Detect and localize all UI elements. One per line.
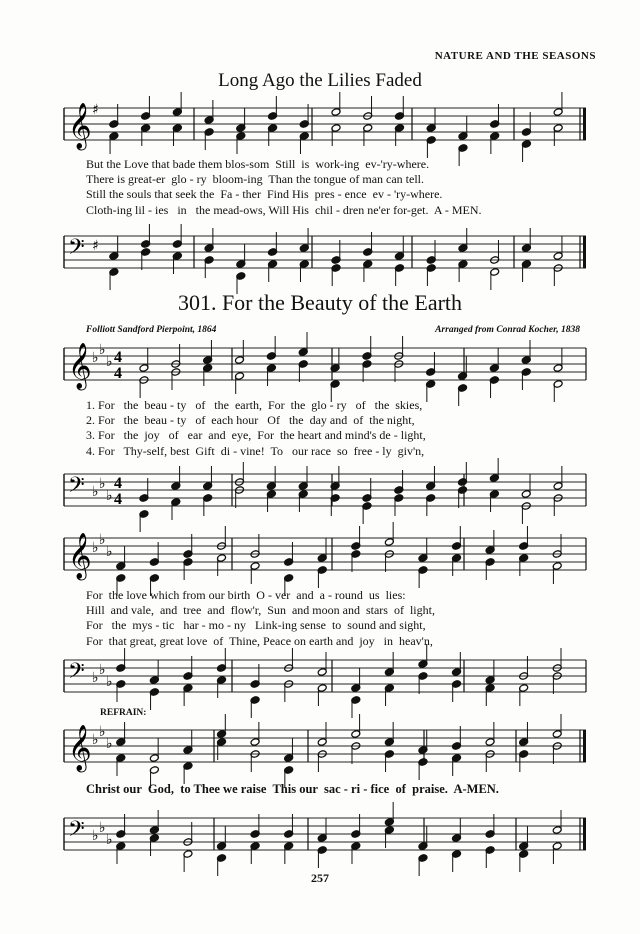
lyric-line: 2. For the beau - ty of each hour Of the day and of the night, <box>86 413 415 428</box>
bass-staff-system1 <box>64 466 586 522</box>
sharp-icon: ♯ <box>92 102 99 118</box>
treble-clef-icon: 𝄞 <box>68 725 92 771</box>
lyric-line: Cloth-ing lil - ies in the mead-ows, Will His chil - dren ne'er for-get. A - MEN. <box>86 202 482 217</box>
hymn-title-beauty: 301. For the Beauty of the Earth <box>177 290 463 315</box>
lyric-line: 1. For the beau - ty of the earth, For the glo - ry of the skies, <box>86 398 423 412</box>
lyric-line: Christ our God, to Thee we raise This our sac - ri - fice of praise. A-MEN. <box>86 782 499 796</box>
lyric-line: For the love which from our birth O - ver and a - round us lies: <box>86 588 406 602</box>
treble-staff-system2 <box>64 530 586 586</box>
time-signature-bottom: 4 <box>114 365 122 382</box>
time-signature-top: 4 <box>114 475 122 492</box>
arranger-credit: Arranged from Conrad Kocher, 1838 <box>435 325 580 335</box>
flat-icon: ♭ <box>92 828 99 844</box>
treble-staff-hymn1 <box>64 100 586 156</box>
flat-icon: ♭ <box>106 736 113 752</box>
flat-icon: ♭ <box>106 488 113 504</box>
bass-staff-refrain <box>64 810 586 866</box>
lyric-line: For that great, great love of Thine, Peace on earth and joy in heav'n, <box>86 633 433 648</box>
lyric-line: There is great-er glo - ry bloom-ing Than the tongue of man can tell. <box>86 172 425 187</box>
lyrics-block-refrain <box>86 782 580 797</box>
bass-staff-hymn1 <box>64 228 586 284</box>
flat-icon: ♭ <box>92 732 99 748</box>
lyrics-block-hymn1 <box>86 157 580 218</box>
treble-clef-icon: 𝄞 <box>68 533 92 579</box>
lyrics-block-system2 <box>86 588 580 649</box>
author-credit: Folliott Sandford Pierpoint, 1864 <box>86 325 217 335</box>
section-header: NATURE AND THE SEASONS <box>434 50 596 62</box>
lyric-line: Hill and vale, and tree and flow'r, Sun and moon and stars of light, <box>86 603 435 618</box>
bass-clef-icon: 𝄢 <box>68 659 85 689</box>
flat-icon: ♭ <box>99 820 106 836</box>
treble-staff-refrain <box>64 722 586 778</box>
treble-clef-icon: 𝄞 <box>68 343 92 389</box>
bass-staff-system2 <box>64 652 586 708</box>
flat-icon: ♭ <box>99 532 106 548</box>
bass-clef-icon: 𝄢 <box>68 817 85 847</box>
lyric-line: 4. For Thy-self, best Gift di - vine! To our race so free - ly giv'n, <box>86 443 425 458</box>
treble-staff-system1 <box>64 340 586 396</box>
flat-icon: ♭ <box>106 832 113 848</box>
flat-icon: ♭ <box>92 350 99 366</box>
bass-clef-icon: 𝄢 <box>68 473 85 503</box>
flat-icon: ♭ <box>92 540 99 556</box>
flat-icon: ♭ <box>92 484 99 500</box>
lyric-line: 3. For the joy of ear and eye, For the heart and mind's de - light, <box>86 428 426 443</box>
lyrics-block-system1 <box>86 398 580 459</box>
hymn-title-lilies: Long Ago the Lilies Faded <box>218 70 422 91</box>
bass-clef-icon: 𝄢 <box>68 235 85 265</box>
lyric-line: For the mys - tic har - mo - ny Link-ing sense to sound and sight, <box>86 618 426 633</box>
page-number: 257 <box>311 871 329 885</box>
time-signature-top: 4 <box>114 349 122 366</box>
flat-icon: ♭ <box>99 476 106 492</box>
treble-clef-icon: 𝄞 <box>68 103 92 149</box>
flat-icon: ♭ <box>99 662 106 678</box>
flat-icon: ♭ <box>106 544 113 560</box>
flat-icon: ♭ <box>99 724 106 740</box>
flat-icon: ♭ <box>92 670 99 686</box>
refrain-label: REFRAIN: <box>100 708 147 718</box>
flat-icon: ♭ <box>106 354 113 370</box>
sharp-icon: ♯ <box>92 238 99 254</box>
lyric-line: Still the souls that seek the Fa - ther Find His pres - ence ev - 'ry-where. <box>86 187 443 202</box>
flat-icon: ♭ <box>106 674 113 690</box>
time-signature-bottom: 4 <box>114 491 122 508</box>
flat-icon: ♭ <box>99 342 106 358</box>
lyric-line: But the Love that bade them blos-som Still is work-ing ev-'ry-where. <box>86 157 430 171</box>
